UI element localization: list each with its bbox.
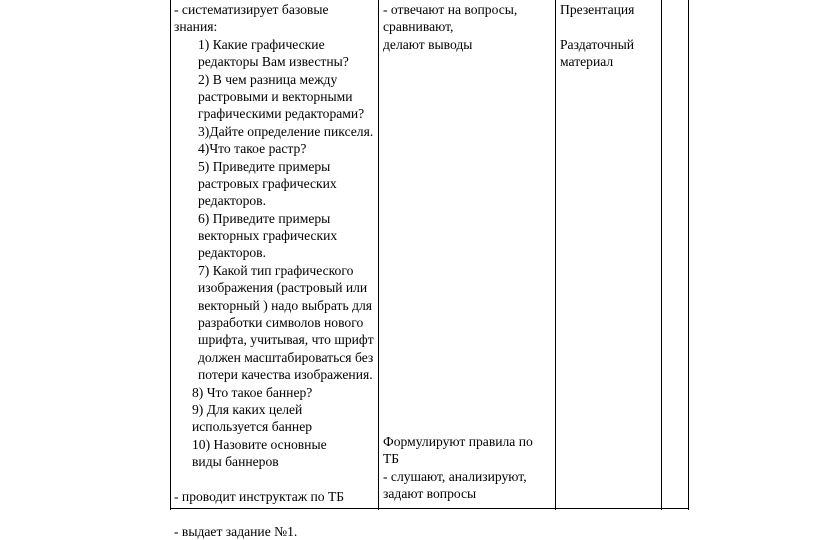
question-line: 1) Какие графические (198, 36, 325, 52)
student-rules-block (383, 433, 533, 503)
question-line: разработки символов нового (198, 315, 364, 331)
question-line: виды баннеров (192, 454, 279, 470)
question-line: редакторов. (198, 245, 266, 261)
question-line: 7) Какой тип графического (198, 262, 354, 278)
question-line: редакторы Вам известны? (198, 54, 349, 70)
handout-line: Раздаточный (560, 36, 635, 52)
resources-cell (560, 1, 634, 71)
table-border-left (170, 0, 171, 510)
student-rules-line: Формулируют правила по (383, 434, 533, 449)
student-activity-cell (383, 1, 517, 53)
question-line: растровых графических (198, 175, 337, 191)
question-line: 3)Дайте определение пикселя. (198, 123, 374, 139)
table-border-col3 (555, 0, 556, 510)
question-line: 5) Приведите примеры (198, 158, 331, 174)
table-border-col4 (661, 0, 662, 510)
question-line: графическими редакторами? (198, 106, 365, 122)
student-listen-line: задают вопросы (383, 486, 477, 502)
question-line: растровыми и векторными (198, 88, 353, 104)
teacher-intro-line: знания: (174, 19, 218, 35)
student-listen-line: - слушают, анализируют, (383, 468, 527, 484)
question-list (174, 36, 374, 471)
question-line: 2) В чем разница между (198, 71, 338, 87)
handout-line: материал (560, 54, 614, 70)
question-line: используется баннер (192, 419, 313, 435)
question-line: изображения (растровый или (198, 280, 368, 296)
student-answer-line: сравнивают, (383, 19, 454, 35)
question-line: шрифта, учитывая, что шрифт (198, 332, 374, 348)
question-line: 10) Назовите основные (192, 436, 327, 452)
teacher-intro-line: - систематизирует базовые (174, 2, 329, 17)
table-border-right (688, 0, 689, 510)
student-answer-line: - отвечают на вопросы, (383, 2, 518, 17)
question-line: векторный ) надо выбрать для (198, 297, 373, 313)
teacher-activity-cell (174, 1, 374, 540)
question-line: потери качества изображения. (198, 367, 373, 383)
task-text: - выдает задание №1. (174, 523, 298, 539)
question-line: должен масштабироваться без (198, 349, 374, 365)
student-rules-line: ТБ (383, 451, 400, 467)
table-border-col2 (378, 0, 379, 510)
question-line: векторных графических (198, 228, 338, 244)
presentation-text: Презентация (560, 2, 635, 17)
question-line: 6) Приведите примеры (198, 210, 331, 226)
question-line: 4)Что такое растр? (198, 141, 307, 157)
briefing-text: - проводит инструктаж по ТБ (174, 488, 345, 504)
student-answer-line: делают выводы (383, 36, 473, 52)
question-line: 9) Для каких целей (192, 401, 303, 417)
question-line: редакторов. (198, 193, 266, 209)
question-line: 8) Что такое баннер? (192, 384, 313, 400)
